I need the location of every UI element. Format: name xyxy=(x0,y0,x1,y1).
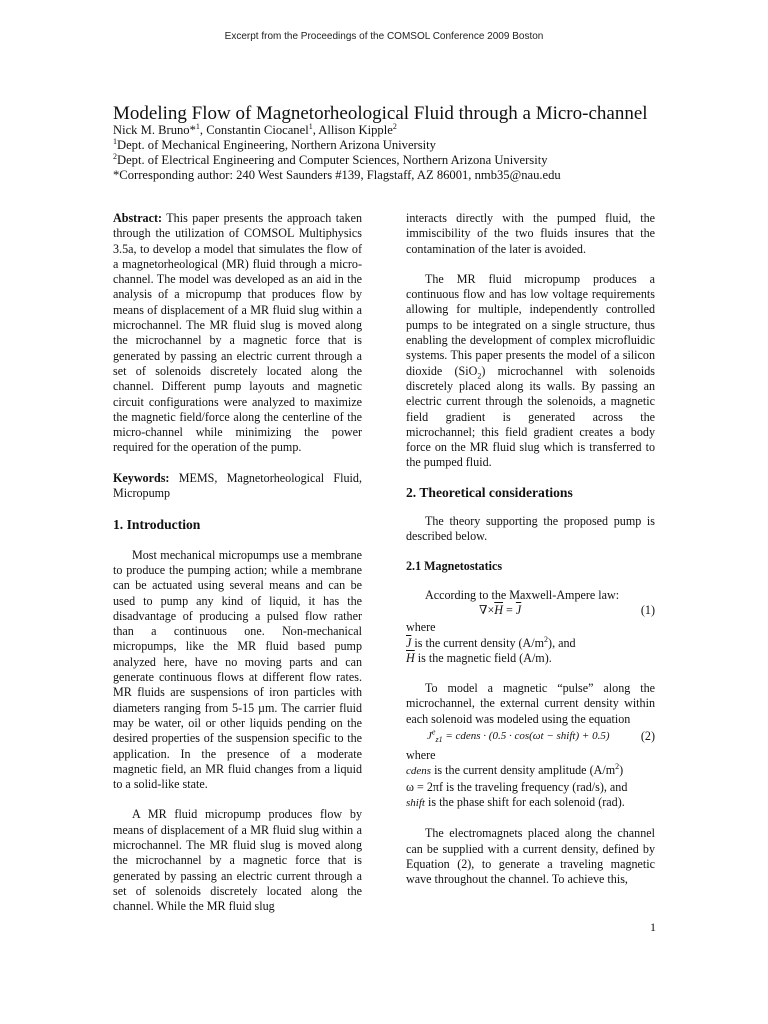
abstract: Abstract: This paper presents the approach taken through the utilization of COMSOL Multiphysics 3.5a, to develop a model that simulates the flow of a magnetorheological (MR) fluid through a micro-channel. The model was developed as an aid in the analysis of a micropump that produces flow by means of displacement of a MR fluid slug within a microchannel. The MR fluid slug is moved along the microchannel by a magnetic force that is generated by passing an electric current through a set of solenoids discretely located along the channel. Different pump layouts and magnetic circuit configurations were analyzed to maximize the magnetic field/force along the centerline of the micro-channel while minimizing the power required for the operation of the pump. xyxy=(113,211,362,455)
equation-1: $\nabla\times\overline{H} = \overline{J}$ (1) xyxy=(479,603,655,618)
subsection-heading-magnetostatics: 2.1 Magnetostatics xyxy=(406,558,503,573)
paper-title: Modeling Flow of Magnetorheological Fluid through a Micro-channel xyxy=(113,102,648,124)
corresponding-author: *Corresponding author: 240 West Saunders #139, Flagstaff, AZ 86001, nmb35@nau.edu xyxy=(113,168,561,182)
keywords: Keywords: MEMS, Magnetorheological Fluid, Micropump xyxy=(113,470,362,501)
intro-paragraph-2: A MR fluid micropump produces flow by means of displacement of a MR fluid slug within a microchannel. The MR fluid slug is moved along the microchannel by a magnetic force that is generated by passing an electric current through a set of solenoids discretely located along the channel. While the MR fluid slug xyxy=(113,807,362,914)
theory-paragraph-1: The theory supporting the proposed pump is described below. xyxy=(406,514,655,544)
section-heading-introduction: 1. Introduction xyxy=(113,517,201,533)
theory-paragraph-3: To model a magnetic “pulse” along the microchannel, the external current density within each solenoid was modeled using the equation xyxy=(406,681,655,726)
intro-paragraph-3: interacts directly with the pumped fluid, the immiscibility of the two fluids insures that the contamination of the later is avoided. xyxy=(406,211,655,256)
affiliation-2: $^2$Dept. of Electrical Engineering and Computer Sciences, Northern Arizona University xyxy=(113,151,548,167)
equation-1-number: (1) xyxy=(640,603,655,618)
definition-omega: ω = 2πf is the traveling frequency (rad/s), and xyxy=(406,779,628,794)
definition-j: $\overline{J}$ is the current density $(A/m^2)$, and xyxy=(406,634,576,650)
theory-paragraph-4: The electromagnets placed along the channel can be supplied with a current density, defined by Equation (2), to generate a traveling magnetic wave throughout the channel. To achieve this, xyxy=(406,826,655,887)
where-2: where xyxy=(406,748,436,763)
page-number: 1 xyxy=(650,920,656,934)
intro-paragraph-1: Most mechanical micropumps use a membrane to produce the pumping action; while a membrane can be actuated using several means and can be used to pump any kind of liquid, it has the disadvantage of producing a pulsed flow rather than a continuous one. Non-mechanical micropumps, like the MR fluid based pump analyzed here, have no moving parts and can generate continuous flows at different flow rates. MR fluids are suspensions of iron particles with diameters ranging from 5-15 µm. The carrier fluid may be water, oil or other liquids pending on the desired properties of the suspension specific to the application. In the presence of a moderate magnetic field, an MR fluid changes from a liquid to a solid-like state. xyxy=(113,547,362,792)
definition-h: $\overline{H}$ is the magnetic field (A/m). xyxy=(406,650,552,665)
definition-shift: shift is the phase shift for each solenoid (rad). xyxy=(406,794,625,809)
author-block xyxy=(113,123,561,183)
intro-paragraph-4: The MR fluid micropump produces a continuous flow and has low voltage requirements allowing for multiple, independently controlled pumps to be integrated on a single structure, thus enabling the development of complex microfluidic systems. This paper presents the model of a silicon dioxide (SiO$_2$) microchannel with solenoids discretely placed along its walls. By passing an electric current through the solenoids, a magnetic field gradient is generated across the microchannel; this field gradient creates a body force on the MR fluid slug which is transferred to the pumped fluid. xyxy=(406,271,655,470)
definition-cdens: cdens is the current density amplitude $(A/m^2)$ xyxy=(406,762,624,778)
left-column xyxy=(113,211,362,914)
author-names: Nick M. Bruno*$^1$, Constantin Ciocanel$^1$, Allison Kipple$^2$ xyxy=(113,121,397,137)
equation-2-number: (2) xyxy=(640,729,655,744)
where-1: where xyxy=(406,620,436,635)
section-heading-theory: 2. Theoretical considerations xyxy=(406,484,573,500)
right-column xyxy=(406,211,655,887)
conference-header: Excerpt from the Proceedings of the COMSOL Conference 2009 Boston xyxy=(224,31,544,42)
equation-2: $J^e_{z1}$ = cdens · (0.5 · cos(ωt − shift) + 0.5) (2) xyxy=(427,727,655,745)
theory-paragraph-2: According to the Maxwell-Ampere law: xyxy=(425,587,620,602)
affiliation-1: $^1$Dept. of Mechanical Engineering, Northern Arizona University xyxy=(113,136,436,152)
